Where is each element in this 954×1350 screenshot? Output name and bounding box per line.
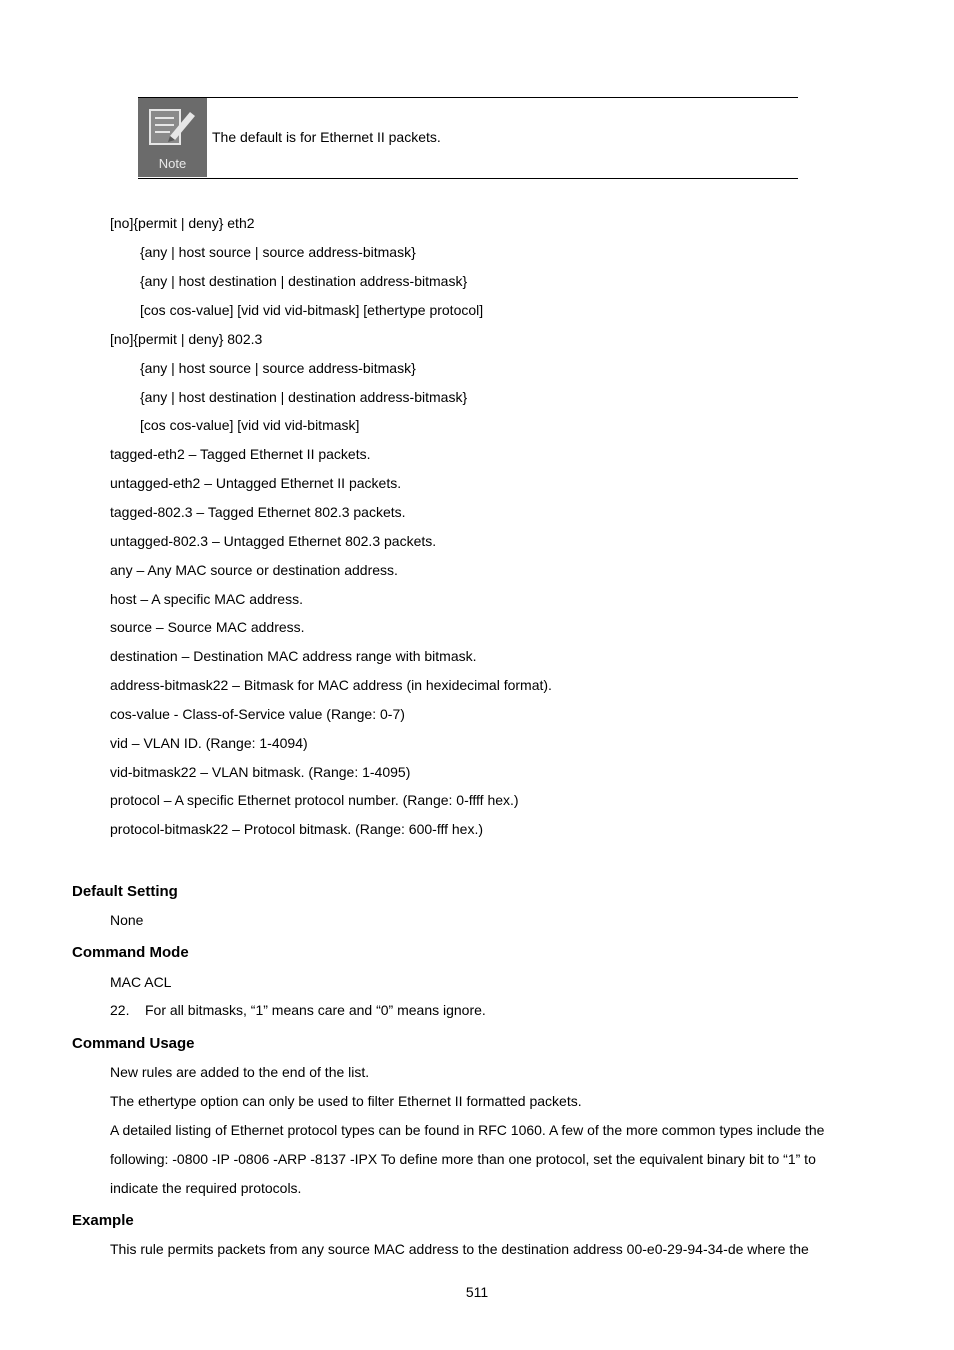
param-line: destination – Destination MAC address range with bitmask.	[110, 648, 477, 664]
note-icon-label: Note	[158, 156, 187, 171]
param-line: tagged-eth2 – Tagged Ethernet II packets.	[110, 446, 371, 462]
command-usage-line: New rules are added to the end of the list.	[110, 1064, 370, 1080]
command-usage-line: following: -0800 -IP -0806 -ARP -8137 -IPX To define more than one protocol, set the equivalent binary bit to “1” to	[110, 1151, 816, 1167]
syntax-line: {any | host destination | destination address-bitmask}	[140, 389, 468, 405]
page-number: 511	[465, 1284, 489, 1300]
param-line: vid – VLAN ID. (Range: 1-4094)	[110, 735, 308, 751]
syntax-line: {any | host source | source address-bitmask}	[140, 244, 416, 260]
command-usage-heading: Command Usage	[72, 1035, 195, 1052]
footnote-text: For all bitmasks, “1” means care and “0” means ignore.	[145, 1002, 486, 1018]
command-mode-heading: Command Mode	[72, 944, 189, 961]
param-line: vid-bitmask22 – VLAN bitmask. (Range: 1-4095)	[110, 764, 411, 780]
param-line: protocol-bitmask22 – Protocol bitmask. (Range: 600-fff hex.)	[110, 821, 483, 837]
param-line: untagged-802.3 – Untagged Ethernet 802.3 packets.	[110, 533, 437, 549]
syntax-line: {any | host source | source address-bitmask}	[140, 360, 416, 376]
syntax-line: {any | host destination | destination address-bitmask}	[140, 273, 468, 289]
param-line: host – A specific MAC address.	[110, 591, 303, 607]
param-line: source – Source MAC address.	[110, 619, 305, 635]
syntax-line: [cos cos-value] [vid vid vid-bitmask]	[140, 417, 360, 433]
param-line: protocol – A specific Ethernet protocol number. (Range: 0-ffff hex.)	[110, 792, 519, 808]
syntax-line: [no]{permit | deny} 802.3	[110, 331, 263, 347]
command-usage-line: indicate the required protocols.	[110, 1180, 302, 1196]
syntax-line: [cos cos-value] [vid vid vid-bitmask] [ethertype protocol]	[140, 302, 484, 318]
param-line: address-bitmask22 – Bitmask for MAC address (in hexidecimal format).	[110, 677, 552, 693]
example-heading: Example	[72, 1212, 134, 1229]
default-setting-value: None	[110, 912, 144, 928]
footnote-number: 22.	[110, 1002, 130, 1018]
param-line: any – Any MAC source or destination address.	[110, 562, 398, 578]
command-usage-line: A detailed listing of Ethernet protocol types can be found in RFC 1060. A few of the more common types include the	[110, 1122, 825, 1138]
default-setting-heading: Default Setting	[72, 883, 178, 900]
param-line: untagged-eth2 – Untagged Ethernet II packets.	[110, 475, 402, 491]
param-line: tagged-802.3 – Tagged Ethernet 802.3 packets.	[110, 504, 406, 520]
param-line: cos-value - Class-of-Service value (Range: 0-7)	[110, 706, 405, 722]
syntax-line: [no]{permit | deny} eth2	[110, 215, 255, 231]
command-mode-value: MAC ACL	[110, 974, 172, 990]
example-text: This rule permits packets from any source MAC address to the destination address 00-e0-29-94-34-de where the	[110, 1241, 809, 1257]
note-text: The default is for Ethernet II packets.	[212, 129, 441, 145]
command-usage-line: The ethertype option can only be used to filter Ethernet II formatted packets.	[110, 1093, 582, 1109]
note-callout	[138, 97, 798, 179]
note-icon	[138, 98, 207, 177]
